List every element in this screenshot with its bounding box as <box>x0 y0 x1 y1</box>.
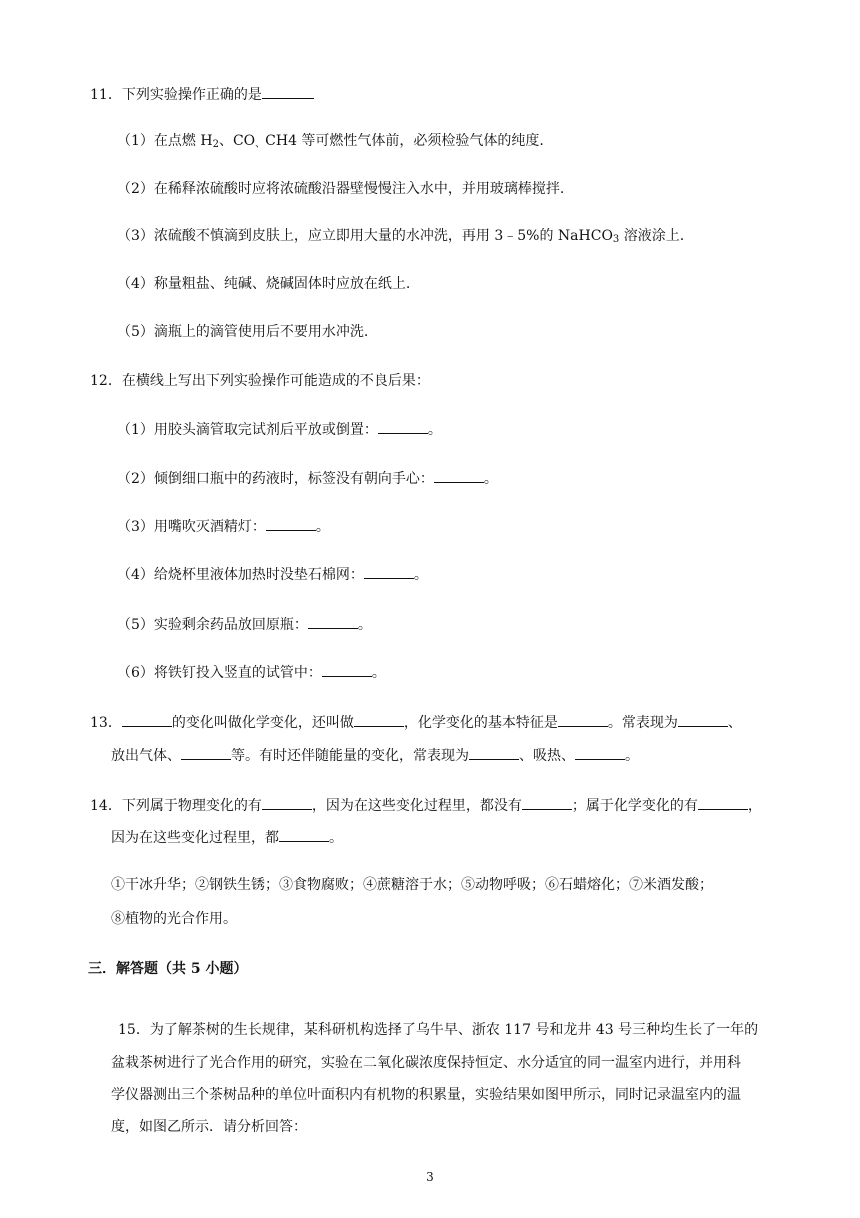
answer-blank[interactable] <box>522 795 572 810</box>
q12-item-4: （4）给烧杯里液体加热时没垫石棉网： 。 <box>117 564 428 585</box>
q12-item-5: （5）实验剩余药品放回原瓶： 。 <box>117 614 372 635</box>
question-11-stem: 11．下列实验操作正确的是 <box>90 87 262 103</box>
q12-item-1: （1）用胶头滴管取完试剂后平放或倒置： 。 <box>117 419 442 440</box>
answer-blank[interactable] <box>279 827 329 842</box>
answer-blank[interactable] <box>678 712 728 727</box>
question-15-line-2: 盆栽茶树进行了光合作用的研究，实验在二氧化碳浓度保持恒定、水分适宜的同一温室内进行，并用科 <box>111 1055 741 1071</box>
answer-blank[interactable] <box>181 745 231 760</box>
q14-options-line-1: ①干冰升华；②钢铁生锈；③食物腐败；④蔗糖溶于水；⑤动物呼吸；⑥石蜡熔化；⑦米酒发酸； <box>111 877 713 893</box>
q11-item-1: （1）在点燃 $H_2$、$CO_、CH4$ 等可燃性气体前，必须检验气体的纯度. <box>117 133 544 150</box>
answer-blank[interactable] <box>364 564 414 579</box>
question-14-line-2: 因为在这些变化过程里，都 。 <box>111 827 343 848</box>
question-15-line-1: 15．为了解茶树的生长规律，某科研机构选择了乌牛早、浙农 117 号和龙井 43 号三种均生长了一年的 <box>118 1022 759 1038</box>
q14-options-line-2: ⑧植物的光合作用。 <box>111 911 237 927</box>
question-15-line-4: 度，如图乙所示．请分析回答： <box>111 1119 307 1135</box>
q12-item-3: （3）用嘴吹灭酒精灯： 。 <box>117 516 330 537</box>
question-13-line-1: 13． 的变化叫做化学变化，还叫做 ，化学变化的基本特征是 。常表现为 、 <box>90 712 742 733</box>
answer-blank[interactable] <box>266 516 316 531</box>
question-12: 12．在横线上写出下列实验操作可能造成的不良后果： <box>90 373 430 389</box>
question-15-line-3: 学仪器测出三个茶树品种的单位叶面积内有机物的积累量，实验结果如图甲所示，同时记录温室内的温 <box>111 1087 741 1103</box>
section-heading: 三．解答题（共 5 小题） <box>88 961 248 977</box>
answer-blank[interactable] <box>322 662 372 677</box>
q12-item-6: （6）将铁钉投入竖直的试管中： 。 <box>117 662 386 683</box>
answer-blank[interactable] <box>122 712 172 727</box>
answer-blank[interactable] <box>378 419 428 434</box>
answer-blank[interactable] <box>262 84 314 99</box>
q11-item-2: （2）在稀释浓硫酸时应将浓硫酸沿器壁慢慢注入水中，并用玻璃棒搅拌. <box>117 181 565 197</box>
answer-blank[interactable] <box>558 712 608 727</box>
question-11 <box>90 84 314 105</box>
answer-blank[interactable] <box>308 614 358 629</box>
answer-blank[interactable] <box>262 795 312 810</box>
answer-blank[interactable] <box>698 795 748 810</box>
q11-item-4: （4）称量粗盐、纯碱、烧碱固体时应放在纸上. <box>117 276 411 292</box>
question-13-line-2: 放出气体、 等。有时还伴随能量的变化，常表现为 、吸热、 。 <box>111 745 639 766</box>
q11-item-3: （3）浓硫酸不慎滴到皮肤上，应立即用大量的水冲洗，再用 3﹣5%的 NaHCO$_3$ 溶液涂上. <box>117 228 685 245</box>
q12-item-2: （2）倾倒细口瓶中的药液时，标签没有朝向手心： 。 <box>117 468 498 489</box>
answer-blank[interactable] <box>354 712 404 727</box>
question-14-line-1: 14．下列属于物理变化的有 ，因为在这些变化过程里，都没有 ；属于化学变化的有 ， <box>90 795 762 816</box>
page-number: 3 <box>426 1170 434 1184</box>
answer-blank[interactable] <box>469 745 519 760</box>
answer-blank[interactable] <box>434 468 484 483</box>
answer-blank[interactable] <box>575 745 625 760</box>
q11-item-5: （5）滴瓶上的滴管使用后不要用水冲洗. <box>117 324 369 340</box>
